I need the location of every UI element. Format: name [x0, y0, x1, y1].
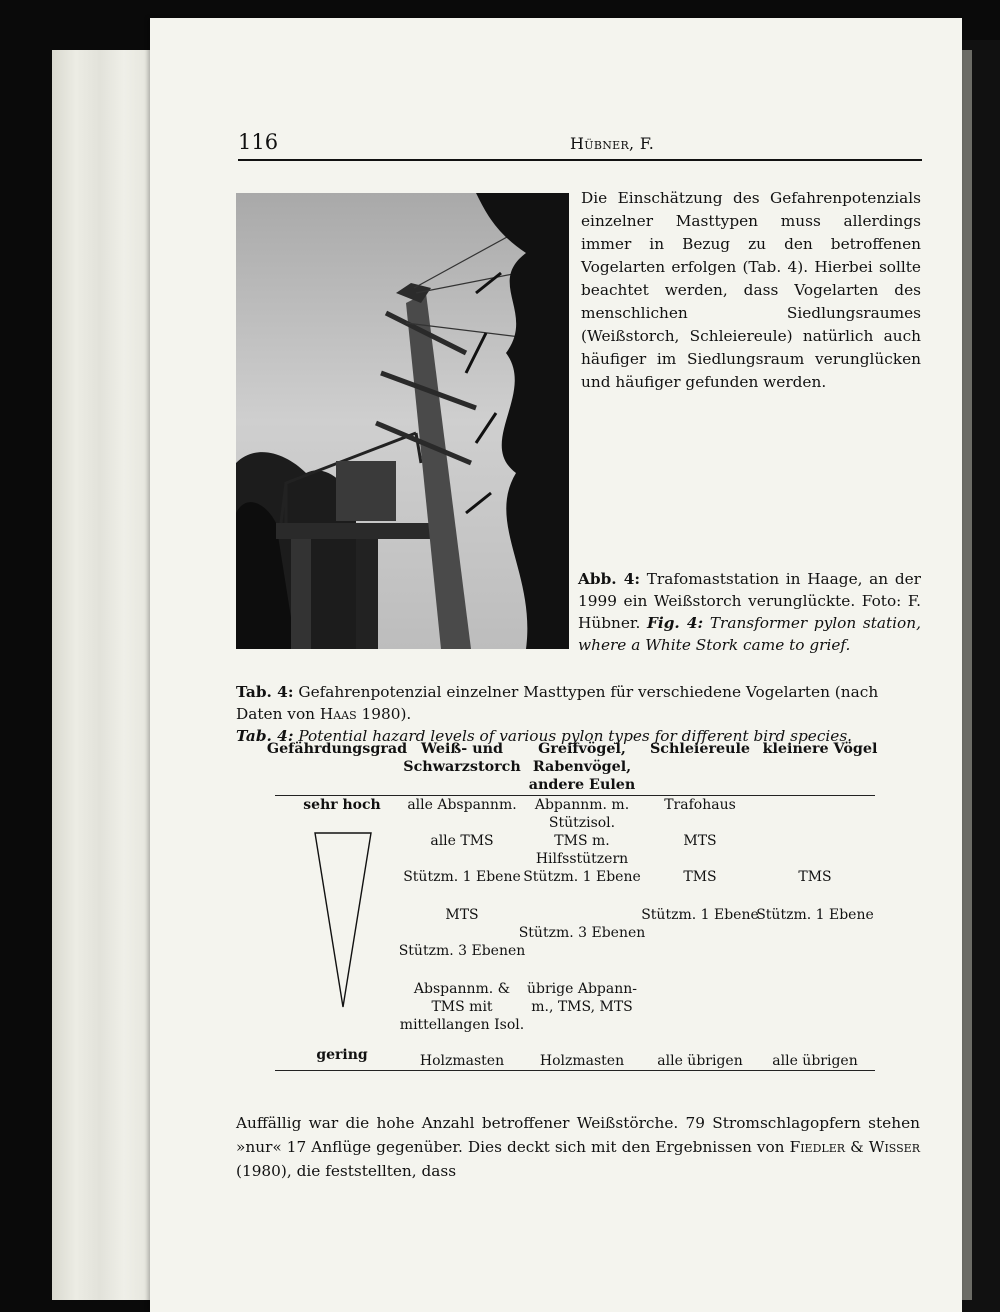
raptors-cell: Stützm. 1 Ebene [523, 869, 641, 885]
running-header [238, 128, 922, 158]
figure-caption-en: Transformer pylon station, where a White Stork came to grief. [578, 614, 921, 654]
table-label-en: Tab. 4: [236, 727, 294, 745]
transformer-pylon-image [236, 193, 569, 649]
header-barn-owl: Schleiereule [649, 741, 751, 757]
storks-cell: Abspannm. & [413, 981, 511, 997]
table-caption [236, 681, 926, 747]
header-storks-line1: Weiß- und [421, 741, 503, 757]
header-storks-line2: Schwarzstorch [403, 759, 521, 775]
header-raptors-line2: Rabenvögel, [532, 759, 632, 775]
storks-cell: MTS [445, 907, 479, 923]
small-birds-cell: alle übrigen [772, 1053, 858, 1069]
hazard-high-label: sehr hoch [303, 797, 381, 813]
figure-caption-de: Trafomaststation in Haage, an der 1999 ein Weißstorch verunglückte. Foto: F. Hübner. [578, 570, 921, 632]
header-small-birds: kleinere Vögel [762, 741, 878, 757]
citation-year: 1980). [361, 705, 412, 723]
storks-cell: alle Abspannm. [407, 797, 517, 813]
citation-fiedler: Fiedler [789, 1138, 846, 1156]
citation-wisser: Wisser [868, 1138, 920, 1156]
storks-cell: Stützm. 1 Ebene [403, 869, 521, 885]
raptors-cell: Hilfsstützern [535, 851, 629, 867]
small-birds-cell: Stützm. 1 Ebene [756, 907, 874, 923]
page-number: 116 [238, 130, 279, 154]
storks-cell: Holzmasten [419, 1053, 505, 1069]
hazard-gradient-triangle [312, 830, 374, 1010]
header-raptors-line1: Greifvögel, [538, 741, 626, 757]
next-page-edge [962, 40, 1000, 1312]
storks-cell: mittellangen Isol. [399, 1017, 525, 1033]
barn-owl-cell: Trafohaus [664, 797, 736, 813]
pylon-photo [236, 193, 569, 649]
barn-owl-cell: Stützm. 1 Ebene [641, 907, 759, 923]
small-birds-cell: TMS [798, 869, 832, 885]
table-caption-en: Potential hazard levels of various pylon types for different bird species. [298, 727, 853, 745]
body-text-start: Auffällig war die hohe Anzahl betroffener Weißstörche. 79 Stromschlagopfern stehen »nur« 17 Anflüge gegenüber. Dies deckt sich mit den Ergebnissen von [236, 1114, 920, 1156]
raptors-cell: übrige Abpann- [527, 981, 637, 997]
citation-ampersand: & [850, 1138, 864, 1156]
table-caption-de: Gefahrenpotenzial einzelner Masttypen für verschiedene Vogelarten (nach Daten von [236, 683, 879, 723]
storks-cell: alle TMS [430, 833, 494, 849]
citation-author: Haas [319, 705, 357, 723]
figure-caption [578, 568, 921, 656]
raptors-cell: TMS m. [554, 833, 610, 849]
barn-owl-cell: MTS [683, 833, 717, 849]
header-hazard: Gefährdungsgrad [266, 741, 408, 757]
figure-label: Abb. 4: [578, 570, 641, 588]
body-text-end: (1980), die feststellten, dass [236, 1162, 457, 1180]
barn-owl-cell: alle übrigen [657, 1053, 743, 1069]
figure-label-en: Fig. 4: [647, 614, 704, 632]
intro-paragraph: Die Einschätzung des Gefahrenpotenzials einzelner Masttypen muss allerdings immer in Bezug zu den betroffenen Vogelarten erfolgen (Tab. 4). Hierbei sollte beachtet werden, dass Vogelarten des menschlichen Siedlungsraumes (Weißstorch, Schleiereule) natürlich auch häufiger im Siedlungsraum verunglücken und häufiger gefunden werden. [581, 189, 921, 391]
raptors-cell: m., TMS, MTS [531, 999, 633, 1015]
table-bottom-rule [275, 1070, 875, 1071]
table-label: Tab. 4: [236, 683, 294, 701]
header-rule [238, 159, 922, 161]
running-head-author: Hübner, F. [570, 134, 655, 153]
body-paragraph [236, 1111, 920, 1183]
storks-cell: TMS mit [431, 999, 493, 1015]
raptors-cell: Abpannm. m. [534, 797, 630, 813]
raptors-cell: Stützm. 3 Ebenen [518, 925, 646, 941]
raptors-cell: Holzmasten [539, 1053, 625, 1069]
hazard-low-label: gering [316, 1047, 368, 1063]
barn-owl-cell: TMS [683, 869, 717, 885]
raptors-cell: Stützisol. [548, 815, 616, 831]
storks-cell: Stützm. 3 Ebenen [398, 943, 526, 959]
header-raptors-line3: andere Eulen [528, 777, 636, 793]
